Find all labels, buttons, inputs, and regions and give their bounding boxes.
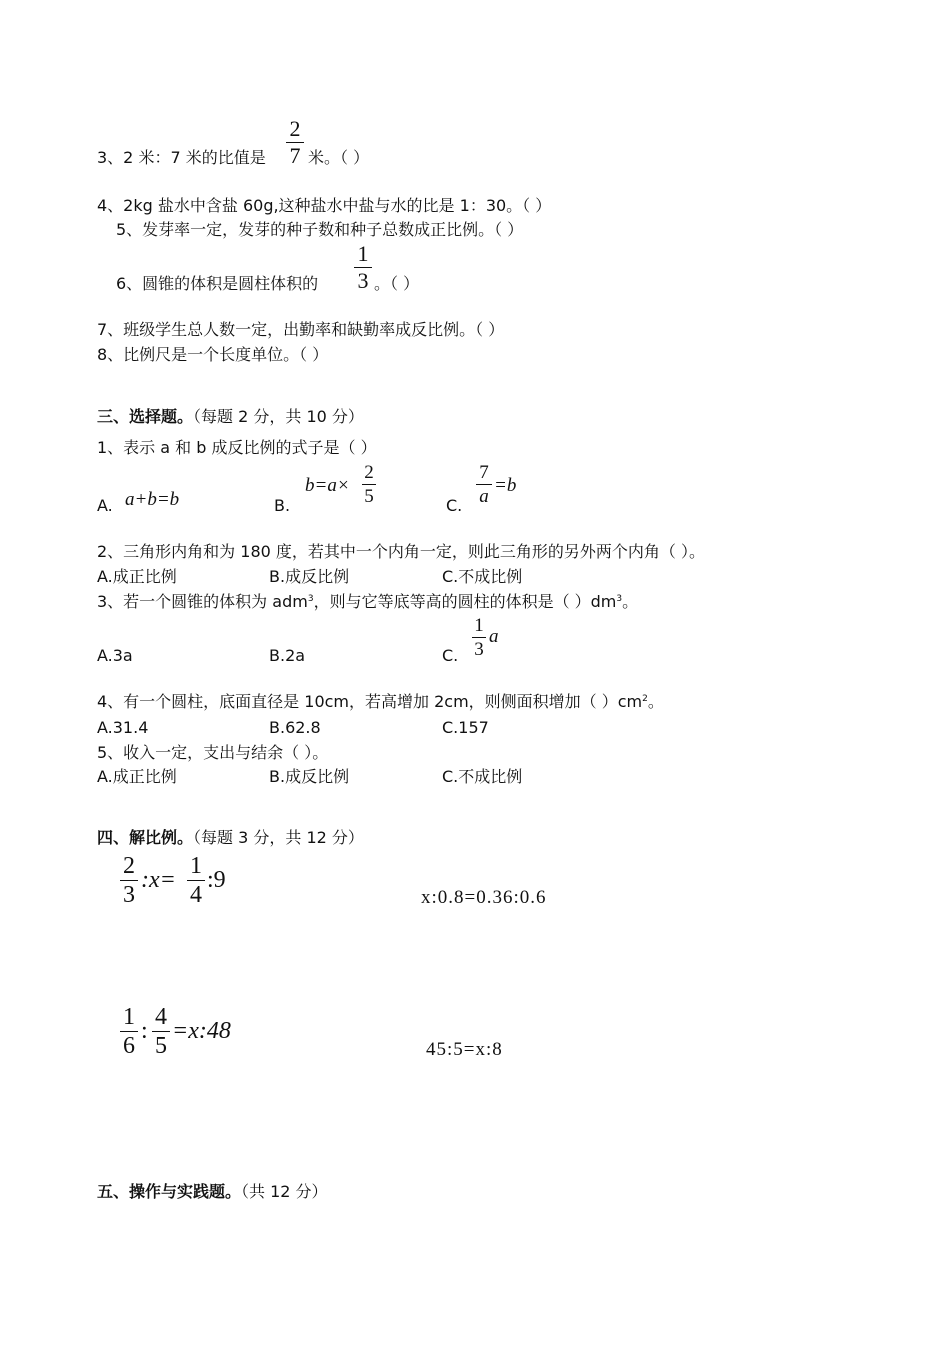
mc-q1-option-c-expr: =b (494, 475, 517, 496)
q6-prefix: 6、圆锥的体积是圆柱体积的 (116, 274, 319, 293)
mc-q5-option-c: C.不成比例 (442, 767, 523, 786)
stem-part: 。 (647, 692, 664, 711)
q3-prefix: 3、2 米：7 米的比值是 (97, 148, 266, 167)
eq4: 45:5=x:8 (426, 1039, 503, 1060)
section3-title (97, 407, 364, 427)
fraction-numerator: 1 (357, 241, 369, 266)
section4-title (97, 828, 364, 848)
mc-q3-option-c-var: a (489, 626, 499, 647)
mc-q4-option-b: B.62.8 (269, 718, 321, 737)
mc-q1-option-b-label: B. (274, 496, 291, 515)
judgement-q3-text (97, 148, 266, 168)
eq3-end: =x:48 (172, 1018, 231, 1044)
mc-q4-option-a: A.31.4 (97, 718, 149, 737)
q6-suffix: 。（ ） (374, 274, 420, 293)
fraction-denominator: 7 (289, 143, 301, 168)
fraction-denominator: 3 (357, 268, 369, 293)
judgement-q7: 7、班级学生总人数一定，出勤率和缺勤率成反比例。（ ） (97, 320, 505, 339)
fraction-bar (476, 484, 492, 485)
section-note: （每题 2 分，共 10 分） (193, 407, 364, 426)
fraction-denominator: 4 (190, 882, 202, 908)
fraction-two-fifths (362, 463, 376, 506)
mc-q2-option-a: A.成正比例 (97, 567, 177, 586)
eq1-middle: :x= (141, 867, 176, 893)
eq1-fraction-left (120, 854, 138, 907)
fraction-denominator: 3 (474, 639, 484, 660)
section-note: （每题 3 分，共 12 分） (193, 828, 364, 847)
q3-suffix: 米。（ ） (308, 148, 370, 167)
section5-title (97, 1182, 328, 1202)
mc-q5-option-a: A.成正比例 (97, 767, 177, 786)
eq3-colon: : (141, 1018, 148, 1044)
fraction-bar (120, 880, 138, 881)
superscript: 3 (307, 594, 314, 604)
judgement-q4: 4、2kg 盐水中含盐 60g,这种盐水中盐与水的比是 1：30。（ ） (97, 196, 552, 215)
fraction-numerator: 1 (474, 615, 484, 636)
section-heading: 三、选择题。 (97, 407, 194, 426)
fraction-numerator: 1 (190, 853, 202, 879)
eq2: x:0.8=0.36:0.6 (421, 887, 547, 908)
stem-part: 4、有一个圆柱，底面直径是 10cm，若高增加 2cm，则侧面积增加（ ）cm (97, 692, 643, 711)
mc-q1-option-a-label: A. (97, 496, 113, 515)
fraction-numerator: 4 (155, 1004, 167, 1030)
fraction-bar (472, 637, 486, 638)
mc-q2-option-c: C.不成比例 (442, 567, 523, 586)
mc-q4-stem (97, 692, 664, 712)
fraction-bar (187, 880, 205, 881)
superscript: 3 (616, 594, 623, 604)
fraction-two-sevenths (286, 118, 304, 167)
fraction-bar (120, 1031, 138, 1032)
mc-q3-option-a: A.3a (97, 646, 133, 665)
mc-q2-stem: 2、三角形内角和为 180 度，若其中一个内角一定，则此三角形的另外两个内角（ ）。 (97, 542, 705, 561)
stem-part: ，则与它等底等高的圆柱的体积是（ ）dm (313, 592, 617, 611)
fraction-denominator: 6 (123, 1033, 135, 1059)
mc-q1-option-b-expr: b=a× (305, 475, 350, 496)
fraction-denominator: 5 (364, 486, 374, 507)
fraction-numerator: 2 (289, 116, 301, 141)
eq1-fraction-right (187, 854, 205, 907)
mc-q3-option-b: B.2a (269, 646, 306, 665)
mc-q1-stem: 1、表示 a 和 b 成反比例的式子是（ ） (97, 438, 377, 457)
fraction-numerator: 2 (123, 853, 135, 879)
mc-q2-option-b: B.成反比例 (269, 567, 350, 586)
mc-q3-stem (97, 592, 638, 612)
mc-q5-stem: 5、收入一定，支出与结余（ ）。 (97, 743, 329, 762)
mc-q1-option-a-expr: a+b=b (125, 489, 180, 510)
fraction-bar (152, 1031, 170, 1032)
judgement-q5: 5、发芽率一定，发芽的种子数和种子总数成正比例。（ ） (116, 220, 524, 239)
judgement-q8: 8、比例尺是一个长度单位。（ ） (97, 345, 329, 364)
superscript: 2 (642, 694, 648, 704)
fraction-seven-over-a (476, 463, 492, 506)
eq3-fraction-right (152, 1005, 170, 1058)
fraction-numerator: 7 (479, 462, 489, 483)
stem-part: 。 (622, 592, 639, 611)
fraction-one-third-a (472, 616, 486, 659)
fraction-bar (362, 484, 376, 485)
fraction-numerator: 2 (364, 462, 374, 483)
mc-q4-option-c: C.157 (442, 718, 489, 737)
section-heading: 五、操作与实践题。 (97, 1182, 242, 1201)
section-heading: 四、解比例。 (97, 828, 194, 847)
eq3-fraction-left (120, 1005, 138, 1058)
fraction-denominator: 3 (123, 882, 135, 908)
fraction-denominator: 5 (155, 1033, 167, 1059)
mc-q5-option-b: B.成反比例 (269, 767, 350, 786)
stem-part: 3、若一个圆锥的体积为 adm (97, 592, 308, 611)
mc-q3-option-c-label: C. (442, 646, 459, 665)
section-note: （共 12 分） (241, 1182, 328, 1201)
eq1-end: :9 (207, 867, 226, 893)
fraction-numerator: 1 (123, 1004, 135, 1030)
fraction-one-third (354, 243, 372, 292)
mc-q1-option-c-label: C. (446, 496, 463, 515)
fraction-denominator: a (479, 486, 489, 507)
